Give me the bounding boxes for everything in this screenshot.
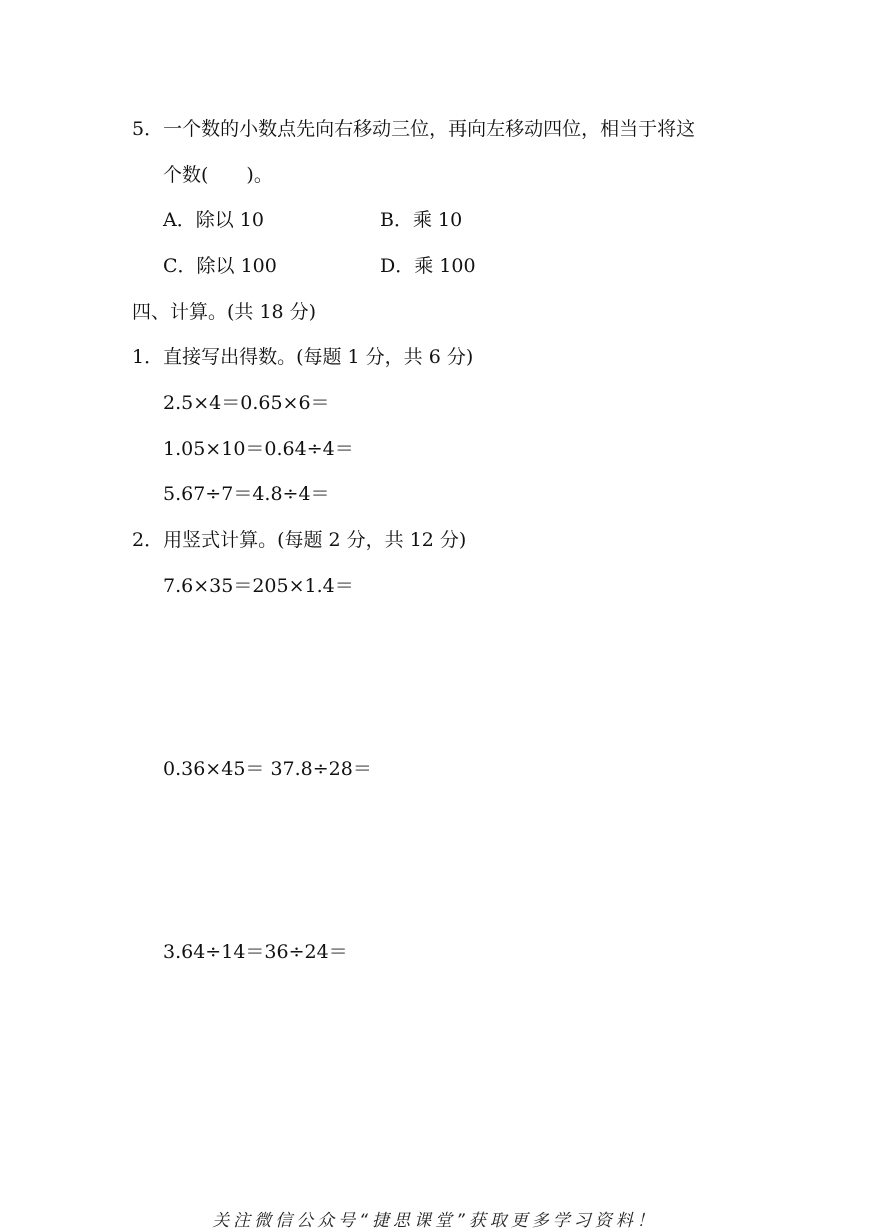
calc-row: 3.64÷14＝36÷24＝ bbox=[163, 941, 348, 963]
calc-row: 0.36×45＝ 37.8÷28＝ bbox=[163, 758, 372, 780]
section-4-title: 四、计算。(共 18 分) bbox=[132, 301, 317, 323]
calc-row: 2.5×4＝0.65×6＝ bbox=[163, 392, 330, 414]
calc-row: 1.05×10＝0.64÷4＝ bbox=[163, 438, 354, 460]
option-b: B．乘 10 bbox=[380, 209, 463, 231]
question-5-line-2: 个数( )。 bbox=[163, 164, 273, 186]
question-5-text: 一个数的小数点先向右移动三位，再向左移动四位，相当于将这 bbox=[163, 118, 696, 140]
part-1-title: 1．直接写出得数。(每题 1 分，共 6 分) bbox=[132, 346, 474, 368]
calc-row: 7.6×35＝205×1.4＝ bbox=[163, 575, 354, 597]
footer-note: 关注微信公众号“捷思课堂”获取更多学习资料！ bbox=[212, 1211, 658, 1231]
question-5-line-1 bbox=[132, 117, 695, 141]
option-d: D．乘 100 bbox=[380, 255, 476, 277]
calc-row: 5.67÷7＝4.8÷4＝ bbox=[163, 483, 330, 505]
question-5-number: 5． bbox=[132, 118, 164, 140]
part-2-title: 2．用竖式计算。(每题 2 分，共 12 分) bbox=[132, 529, 467, 551]
option-c: C．除以 100 bbox=[163, 255, 277, 277]
option-a: A．除以 10 bbox=[163, 209, 264, 231]
